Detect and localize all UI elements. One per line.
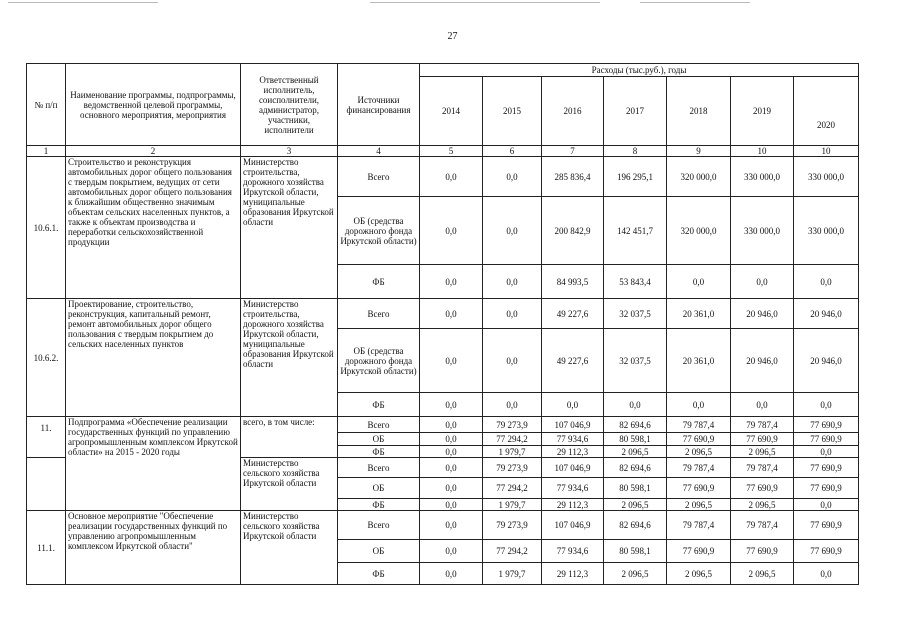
value-cell: 77 294,2 bbox=[483, 478, 542, 499]
value-cell: 2 096,5 bbox=[667, 446, 731, 458]
value-cell: 320 000,0 bbox=[667, 197, 731, 265]
responsible-party: Министерство строительства, дорожного хозяйства Иркутской области, муниципальные образования Иркутской области bbox=[241, 157, 338, 299]
value-cell: 29 112,3 bbox=[542, 563, 604, 585]
header-year: 2018 bbox=[667, 77, 731, 146]
index-cell: 3 bbox=[241, 146, 338, 157]
value-cell: 79 787,4 bbox=[731, 511, 794, 540]
value-cell: 77 294,2 bbox=[483, 540, 542, 563]
value-cell: 29 112,3 bbox=[542, 446, 604, 458]
funding-source: ФБ bbox=[338, 563, 420, 585]
value-cell: 79 273,9 bbox=[483, 458, 542, 478]
value-cell: 285 836,4 bbox=[542, 157, 604, 197]
program-name: Подпрограмма «Обеспечение реализации государственных функций по управлению агропромышленным комплексом Иркутской области» на 2015 - 2020 годы bbox=[66, 417, 241, 511]
table-row bbox=[27, 299, 859, 329]
value-cell: 0,0 bbox=[420, 157, 483, 197]
value-cell: 330 000,0 bbox=[794, 197, 859, 265]
value-cell: 20 361,0 bbox=[667, 329, 731, 393]
row-number-empty bbox=[27, 458, 66, 511]
value-cell: 77 690,9 bbox=[794, 511, 859, 540]
value-cell: 0,0 bbox=[794, 265, 859, 299]
value-cell: 330 000,0 bbox=[731, 157, 794, 197]
budget-table bbox=[26, 63, 859, 585]
value-cell: 82 694,6 bbox=[604, 417, 667, 433]
index-cell: 6 bbox=[483, 146, 542, 157]
index-cell: 8 bbox=[604, 146, 667, 157]
value-cell: 0,0 bbox=[794, 446, 859, 458]
value-cell: 0,0 bbox=[483, 157, 542, 197]
value-cell: 79 273,9 bbox=[483, 511, 542, 540]
value-cell: 79 787,4 bbox=[667, 511, 731, 540]
funding-source: Всего bbox=[338, 458, 420, 478]
value-cell: 0,0 bbox=[420, 446, 483, 458]
value-cell: 0,0 bbox=[794, 499, 859, 511]
header-source: Источники финансирования bbox=[338, 64, 420, 146]
row-number: 11.1. bbox=[27, 511, 66, 585]
value-cell: 77 690,9 bbox=[794, 540, 859, 563]
value-cell: 107 046,9 bbox=[542, 511, 604, 540]
value-cell: 80 598,1 bbox=[604, 540, 667, 563]
value-cell: 0,0 bbox=[483, 329, 542, 393]
value-cell: 77 690,9 bbox=[794, 478, 859, 499]
header-year: 2016 bbox=[542, 77, 604, 146]
funding-source: Всего bbox=[338, 157, 420, 197]
value-cell: 0,0 bbox=[420, 511, 483, 540]
value-cell: 196 295,1 bbox=[604, 157, 667, 197]
value-cell: 0,0 bbox=[420, 265, 483, 299]
value-cell: 0,0 bbox=[420, 393, 483, 417]
value-cell: 320 000,0 bbox=[667, 157, 731, 197]
program-name: Основное мероприятие "Обеспечение реализации государственных функций по управлению агропромышленным комплексом Иркутской области" bbox=[66, 511, 241, 585]
value-cell: 79 787,4 bbox=[731, 417, 794, 433]
index-row bbox=[27, 146, 859, 157]
funding-source: Всего bbox=[338, 511, 420, 540]
funding-source: ФБ bbox=[338, 446, 420, 458]
value-cell: 77 934,6 bbox=[542, 478, 604, 499]
value-cell: 32 037,5 bbox=[604, 329, 667, 393]
header-year: 2014 bbox=[420, 77, 483, 146]
row-number: 10.6.2. bbox=[27, 299, 66, 417]
value-cell: 2 096,5 bbox=[731, 563, 794, 585]
index-cell: 5 bbox=[420, 146, 483, 157]
value-cell: 80 598,1 bbox=[604, 478, 667, 499]
funding-source: ОБ bbox=[338, 433, 420, 446]
value-cell: 107 046,9 bbox=[542, 458, 604, 478]
value-cell: 77 690,9 bbox=[667, 540, 731, 563]
funding-source: ОБ bbox=[338, 540, 420, 563]
value-cell: 77 690,9 bbox=[667, 478, 731, 499]
value-cell: 107 046,9 bbox=[542, 417, 604, 433]
value-cell: 0,0 bbox=[483, 393, 542, 417]
header-name: Наименование программы, подпрограммы, ведомственной целевой программы, основного мероприятия, мероприятия bbox=[66, 64, 241, 146]
value-cell: 77 690,9 bbox=[731, 478, 794, 499]
value-cell: 0,0 bbox=[483, 197, 542, 265]
value-cell: 0,0 bbox=[604, 393, 667, 417]
value-cell: 0,0 bbox=[420, 540, 483, 563]
page-number: 27 bbox=[447, 31, 458, 42]
value-cell: 2 096,5 bbox=[667, 499, 731, 511]
funding-source: Всего bbox=[338, 299, 420, 329]
value-cell: 53 843,4 bbox=[604, 265, 667, 299]
value-cell: 0,0 bbox=[420, 499, 483, 511]
value-cell: 0,0 bbox=[420, 197, 483, 265]
value-cell: 0,0 bbox=[667, 265, 731, 299]
header-num: № п/п bbox=[27, 64, 66, 146]
funding-source: ОБ (средства дорожного фонда Иркутской области) bbox=[338, 197, 420, 265]
value-cell: 84 993,5 bbox=[542, 265, 604, 299]
value-cell: 2 096,5 bbox=[604, 499, 667, 511]
header-year: 2017 bbox=[604, 77, 667, 146]
scan-artifacts bbox=[0, 0, 905, 6]
value-cell: 2 096,5 bbox=[604, 563, 667, 585]
table-row bbox=[27, 417, 859, 433]
header-responsible: Ответственный исполнитель, соисполнители, администратор, участники, исполнители bbox=[241, 64, 338, 146]
value-cell: 2 096,5 bbox=[667, 563, 731, 585]
funding-source: ФБ bbox=[338, 499, 420, 511]
value-cell: 0,0 bbox=[542, 393, 604, 417]
value-cell: 0,0 bbox=[420, 299, 483, 329]
row-number: 10.6.1. bbox=[27, 157, 66, 299]
table-row bbox=[27, 157, 859, 197]
header-year: 2020 bbox=[794, 77, 859, 146]
value-cell: 77 690,9 bbox=[731, 433, 794, 446]
index-cell: 7 bbox=[542, 146, 604, 157]
value-cell: 0,0 bbox=[420, 563, 483, 585]
responsible-party: Министерство строительства, дорожного хозяйства Иркутской области, муниципальные образования Иркутской области bbox=[241, 299, 338, 417]
value-cell: 77 934,6 bbox=[542, 433, 604, 446]
funding-source: Всего bbox=[338, 417, 420, 433]
value-cell: 200 842,9 bbox=[542, 197, 604, 265]
value-cell: 77 690,9 bbox=[667, 433, 731, 446]
value-cell: 20 361,0 bbox=[667, 299, 731, 329]
value-cell: 29 112,3 bbox=[542, 499, 604, 511]
program-name: Строительство и реконструкция автомобильных дорог общего пользования с твердым покрытием, ведущих от сети автомобильных дорог общего пользования к ближайшим общественно значимым объектам сельских населенных пунктов, а также к объектам производства и переработки сельскохозяйственной продукции bbox=[66, 157, 241, 299]
funding-source: ОБ (средства дорожного фонда Иркутской области) bbox=[338, 329, 420, 393]
value-cell: 0,0 bbox=[420, 329, 483, 393]
table-row bbox=[27, 511, 859, 540]
value-cell: 49 227,6 bbox=[542, 299, 604, 329]
value-cell: 0,0 bbox=[420, 458, 483, 478]
value-cell: 79 787,4 bbox=[731, 458, 794, 478]
value-cell: 79 787,4 bbox=[667, 417, 731, 433]
value-cell: 82 694,6 bbox=[604, 458, 667, 478]
value-cell: 20 946,0 bbox=[794, 299, 859, 329]
funding-source: ФБ bbox=[338, 393, 420, 417]
value-cell: 0,0 bbox=[420, 433, 483, 446]
value-cell: 0,0 bbox=[420, 478, 483, 499]
value-cell: 77 690,9 bbox=[794, 458, 859, 478]
value-cell: 2 096,5 bbox=[604, 446, 667, 458]
value-cell: 79 787,4 bbox=[667, 458, 731, 478]
responsible-party: Министерство сельского хозяйства Иркутской области bbox=[241, 458, 338, 511]
value-cell: 77 294,2 bbox=[483, 433, 542, 446]
value-cell: 0,0 bbox=[731, 265, 794, 299]
value-cell: 142 451,7 bbox=[604, 197, 667, 265]
index-cell: 2 bbox=[66, 146, 241, 157]
funding-source: ФБ bbox=[338, 265, 420, 299]
value-cell: 0,0 bbox=[420, 417, 483, 433]
value-cell: 20 946,0 bbox=[731, 329, 794, 393]
value-cell: 2 096,5 bbox=[731, 446, 794, 458]
value-cell: 77 934,6 bbox=[542, 540, 604, 563]
value-cell: 330 000,0 bbox=[731, 197, 794, 265]
value-cell: 0,0 bbox=[794, 563, 859, 585]
value-cell: 20 946,0 bbox=[794, 329, 859, 393]
value-cell: 0,0 bbox=[731, 393, 794, 417]
value-cell: 330 000,0 bbox=[794, 157, 859, 197]
header-year: 2015 bbox=[483, 77, 542, 146]
index-cell: 4 bbox=[338, 146, 420, 157]
value-cell: 1 979,7 bbox=[483, 446, 542, 458]
index-cell: 1 bbox=[27, 146, 66, 157]
value-cell: 1 979,7 bbox=[483, 563, 542, 585]
responsible-party: всего, в том числе: bbox=[241, 417, 338, 458]
value-cell: 80 598,1 bbox=[604, 433, 667, 446]
row-number: 11. bbox=[27, 417, 66, 458]
value-cell: 0,0 bbox=[483, 265, 542, 299]
header-expenses: Расходы (тыс.руб.), годы bbox=[420, 64, 859, 77]
responsible-party: Министерство сельского хозяйства Иркутской области bbox=[241, 511, 338, 585]
index-cell: 10 bbox=[794, 146, 859, 157]
value-cell: 77 690,9 bbox=[731, 540, 794, 563]
value-cell: 0,0 bbox=[794, 393, 859, 417]
value-cell: 2 096,5 bbox=[731, 499, 794, 511]
value-cell: 32 037,5 bbox=[604, 299, 667, 329]
value-cell: 1 979,7 bbox=[483, 499, 542, 511]
value-cell: 0,0 bbox=[667, 393, 731, 417]
value-cell: 82 694,6 bbox=[604, 511, 667, 540]
value-cell: 0,0 bbox=[483, 299, 542, 329]
value-cell: 77 690,9 bbox=[794, 417, 859, 433]
value-cell: 77 690,9 bbox=[794, 433, 859, 446]
value-cell: 49 227,6 bbox=[542, 329, 604, 393]
header-year: 2019 bbox=[731, 77, 794, 146]
index-cell: 10 bbox=[731, 146, 794, 157]
program-name: Проектирование, строительство, реконструкция, капитальный ремонт, ремонт автомобильных дорог общего пользования с твердым покрытием до сельских населенных пунктов bbox=[66, 299, 241, 417]
value-cell: 20 946,0 bbox=[731, 299, 794, 329]
funding-source: ОБ bbox=[338, 478, 420, 499]
index-cell: 9 bbox=[667, 146, 731, 157]
value-cell: 79 273,9 bbox=[483, 417, 542, 433]
